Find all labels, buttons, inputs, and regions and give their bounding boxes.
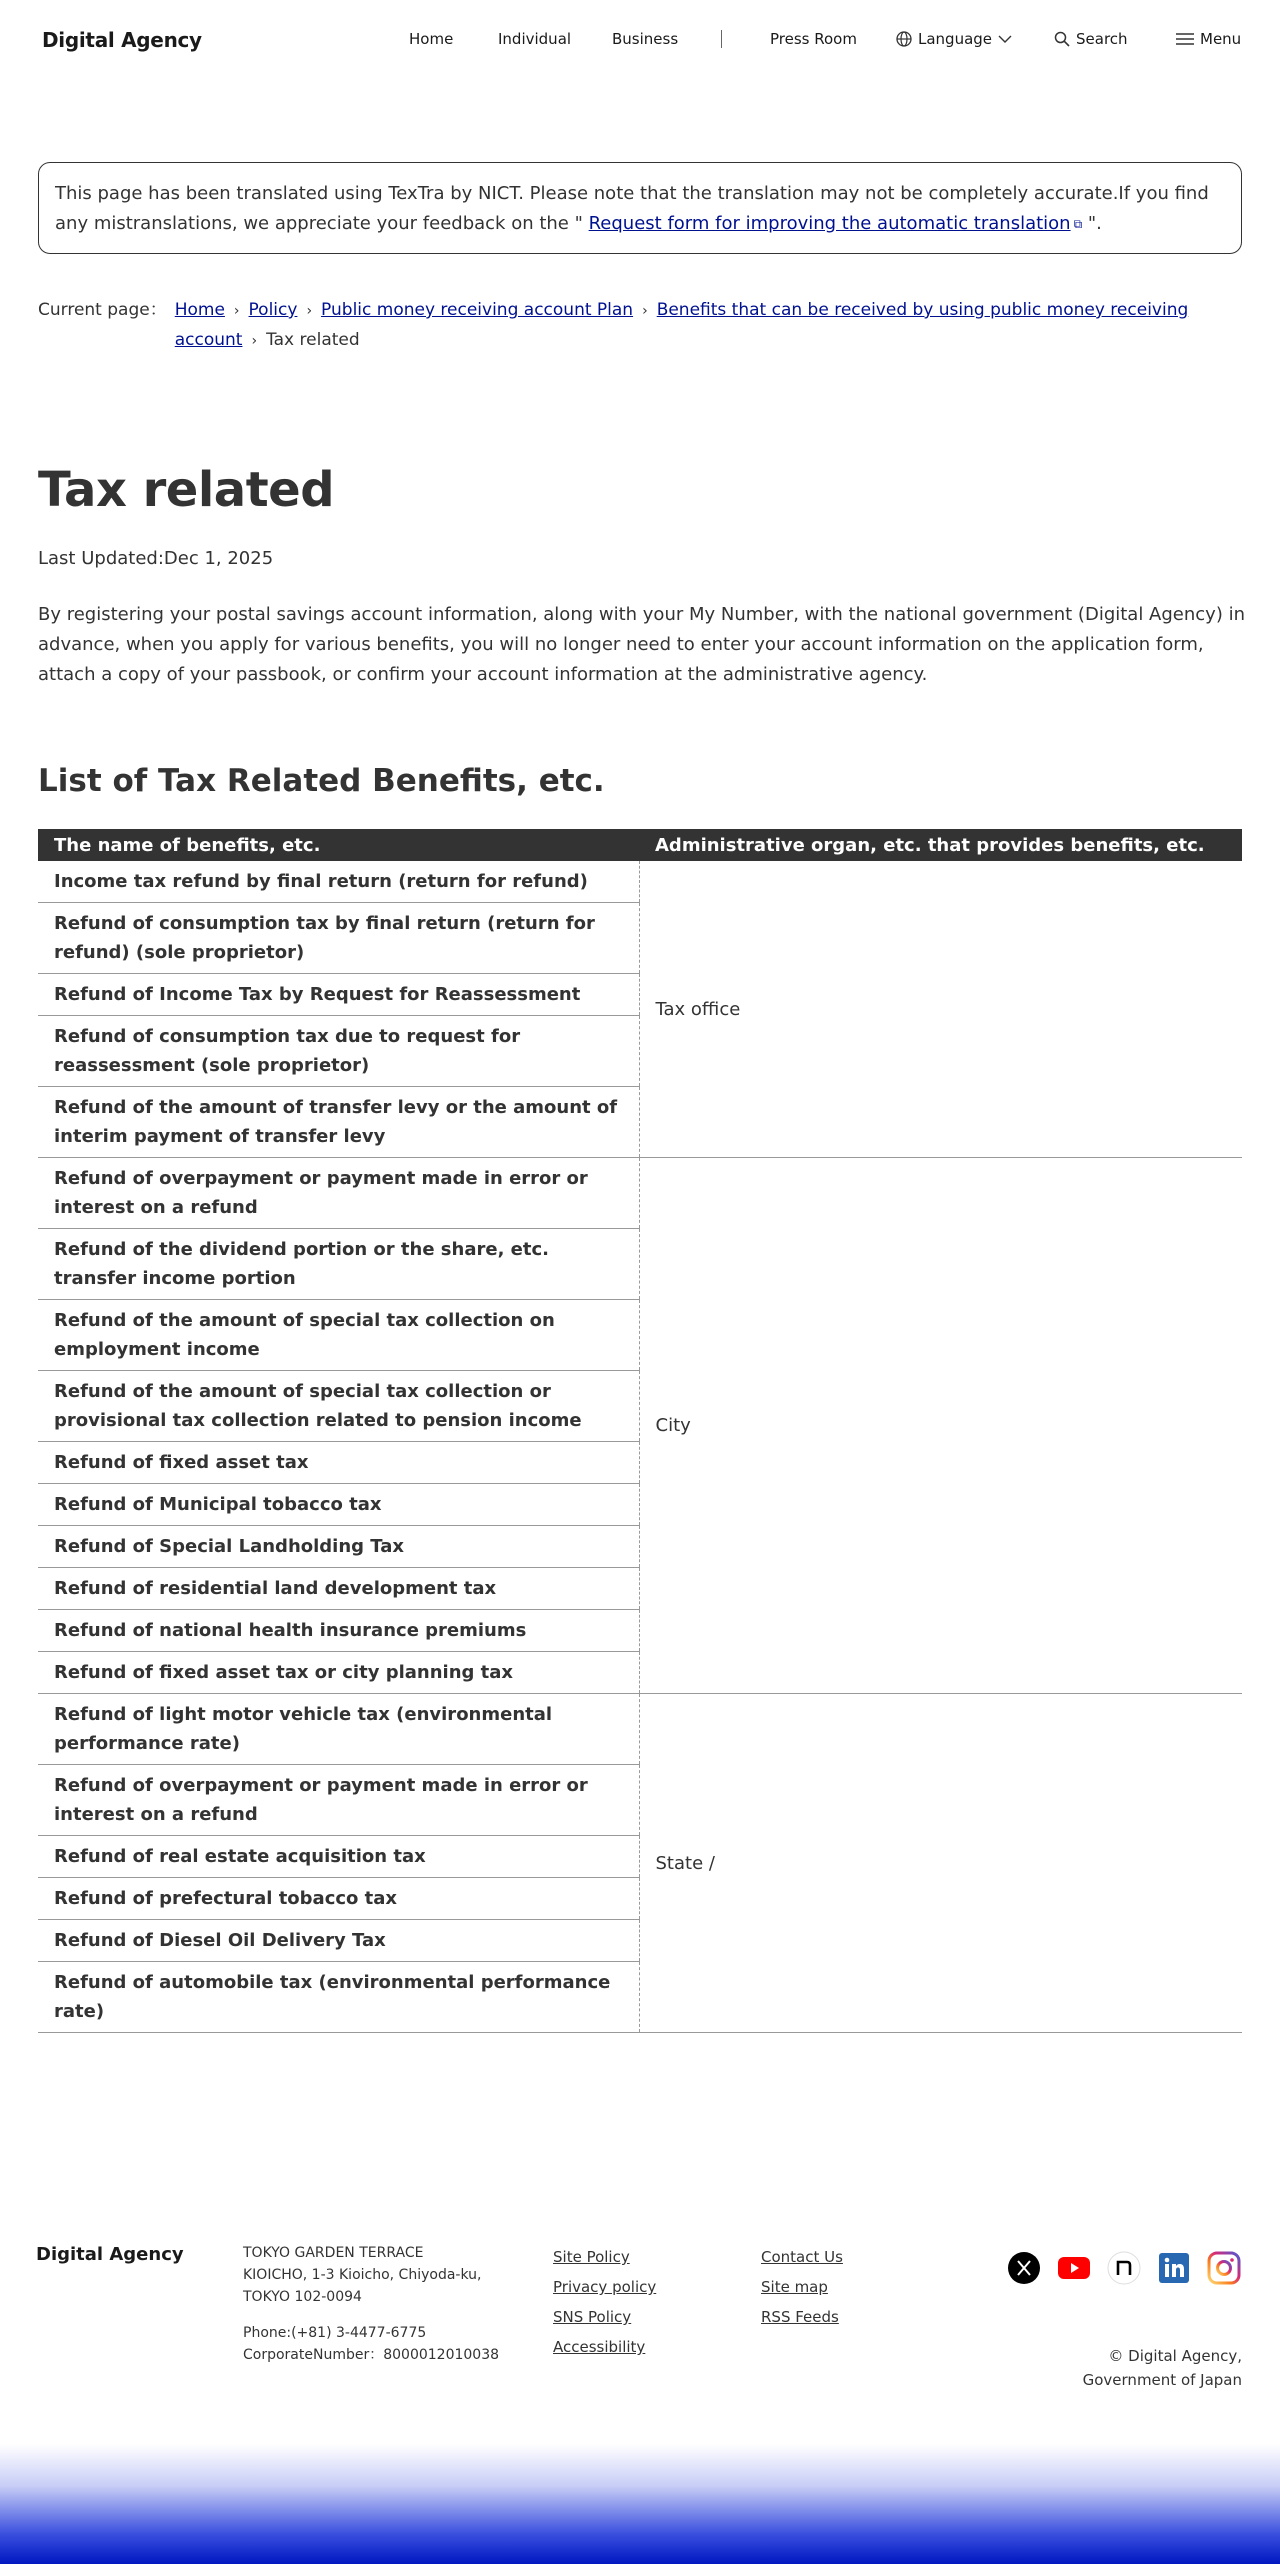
column-header-organ: Administrative organ, etc. that provides benefits, etc. <box>639 829 1242 861</box>
benefit-name: Refund of automobile tax (environmental performance rate) <box>38 1962 639 2033</box>
organ-cell: Tax office <box>639 861 1242 1158</box>
footer-phone: Phone:(+81) 3-4477-6775 <box>243 2325 427 2341</box>
privacy-policy-link[interactable]: Privacy policy <box>553 2278 657 2296</box>
external-link-icon: ⧉ <box>1073 217 1083 231</box>
section-title: List of Tax Related Benefits, etc. <box>38 763 605 799</box>
organ-cell: State / <box>639 1694 1242 2033</box>
site-map-link[interactable]: Site map <box>761 2278 828 2296</box>
last-updated: Last Updated:Dec 1, 2025 <box>38 548 274 569</box>
footer-logo[interactable]: Digital Agency <box>36 2244 184 2265</box>
benefit-name: Refund of fixed asset tax <box>38 1442 639 1484</box>
notice-text: This page has been translated using TexTra by NICT. Please note that the translation may not be completely accurate.If you find any mistranslations, we appreciate your feedback on the " <box>55 183 1209 234</box>
benefits-table <box>38 829 1242 2033</box>
hamburger-icon <box>1176 32 1194 46</box>
accessibility-link[interactable]: Accessibility <box>553 2338 646 2356</box>
address-line: KIOICHO, 1-3 Kioicho, Chiyoda-ku, <box>243 2267 482 2283</box>
chevron-right-icon: › <box>251 333 258 349</box>
menu-label: Menu <box>1200 30 1242 48</box>
chevron-right-icon: › <box>306 303 313 319</box>
breadcrumb-current: Tax related <box>266 330 360 350</box>
youtube-icon[interactable] <box>1056 2250 1092 2286</box>
nav-business[interactable]: Business <box>612 30 679 48</box>
benefit-name: Refund of the amount of special tax collection or provisional tax collection related to pension income <box>38 1371 639 1442</box>
benefit-name: Refund of Income Tax by Request for Reassessment <box>38 974 639 1016</box>
chevron-right-icon: › <box>233 303 240 319</box>
copyright-line: Government of Japan <box>1082 2371 1242 2389</box>
main-nav <box>0 0 1280 80</box>
benefit-name: Refund of consumption tax due to request for reassessment (sole proprietor) <box>38 1016 639 1087</box>
breadcrumb-label: Current page： <box>38 300 167 320</box>
x-icon[interactable] <box>1006 2250 1042 2286</box>
footer-gradient-band <box>0 2444 1280 2564</box>
benefit-name: Refund of national health insurance premiums <box>38 1610 639 1652</box>
benefit-name: Refund of real estate acquisition tax <box>38 1836 639 1878</box>
menu-button[interactable] <box>1176 30 1241 48</box>
breadcrumb <box>38 296 1248 356</box>
chevron-down-icon <box>998 34 1012 44</box>
nav-individual[interactable]: Individual <box>498 30 572 48</box>
benefit-name: Refund of the amount of transfer levy or the amount of interim payment of transfer levy <box>38 1087 639 1158</box>
organ-cell: City <box>639 1158 1242 1694</box>
contact-us-link[interactable]: Contact Us <box>761 2248 843 2266</box>
nav-divider <box>721 30 722 48</box>
benefit-name: Refund of overpayment or payment made in error or interest on a refund <box>38 1158 639 1229</box>
nav-press-room[interactable]: Press Room <box>770 30 857 48</box>
copyright <box>1083 2344 1242 2392</box>
breadcrumb-account-plan[interactable]: Public money receiving account Plan <box>321 300 634 320</box>
social-links <box>1006 2250 1242 2286</box>
chevron-right-icon: › <box>642 303 648 319</box>
benefit-name: Refund of Municipal tobacco tax <box>38 1484 639 1526</box>
search-label: Search <box>1076 30 1128 48</box>
benefit-name: Refund of Diesel Oil Delivery Tax <box>38 1920 639 1962</box>
feedback-form-link-text: Request form for improving the automatic translation <box>588 213 1071 234</box>
rss-feeds-link[interactable]: RSS Feeds <box>761 2308 839 2326</box>
search-icon <box>1054 31 1070 47</box>
benefit-name: Refund of the amount of special tax collection on employment income <box>38 1300 639 1371</box>
benefit-name: Refund of fixed asset tax or city planning tax <box>38 1652 639 1694</box>
search-button[interactable] <box>1054 30 1128 48</box>
address-line: TOKYO 102-0094 <box>243 2289 362 2305</box>
benefit-name: Income tax refund by final return (return for refund) <box>38 861 639 903</box>
breadcrumb-policy[interactable]: Policy <box>248 300 298 320</box>
language-label: Language <box>918 30 993 48</box>
column-header-benefit: The name of benefits, etc. <box>38 829 639 861</box>
site-policy-link[interactable]: Site Policy <box>553 2248 630 2266</box>
sns-policy-link[interactable]: SNS Policy <box>553 2308 632 2326</box>
benefit-name: Refund of light motor vehicle tax (environmental performance rate) <box>38 1694 639 1765</box>
site-footer <box>0 2240 1280 2410</box>
table-row <box>38 1158 1242 1229</box>
footer-address <box>243 2242 499 2366</box>
instagram-icon[interactable] <box>1206 2250 1242 2286</box>
table-row <box>38 1694 1242 1765</box>
address-line: TOKYO GARDEN TERRACE <box>243 2245 424 2261</box>
globe-icon <box>896 31 912 47</box>
benefit-name: Refund of overpayment or payment made in error or interest on a refund <box>38 1765 639 1836</box>
copyright-line: © Digital Agency, <box>1108 2347 1242 2365</box>
notice-text-end: ". <box>1082 213 1102 234</box>
footer-links-col1 <box>553 2242 656 2362</box>
footer-links-col2 <box>761 2242 843 2332</box>
language-button[interactable] <box>896 30 1012 48</box>
note-icon[interactable] <box>1106 2250 1142 2286</box>
site-header <box>0 0 1280 80</box>
intro-paragraph: By registering your postal savings account information, along with your My Number, with the national government (Digital Agency) in advance, when you apply for various benefits, you will no longer need to enter your account information on the application form, attach a copy of your passbook, or confirm your account information at the administrative agency. <box>38 604 1245 685</box>
breadcrumb-list <box>175 296 1248 356</box>
benefit-name: Refund of the dividend portion or the share, etc. transfer income portion <box>38 1229 639 1300</box>
table-row <box>38 861 1242 903</box>
footer-corporate-number: CorporateNumber：8000012010038 <box>243 2347 500 2363</box>
benefit-name: Refund of prefectural tobacco tax <box>38 1878 639 1920</box>
feedback-form-link[interactable] <box>589 213 1083 234</box>
benefit-name: Refund of consumption tax by final return (return for refund) (sole proprietor) <box>38 903 639 974</box>
site-logo[interactable]: Digital Agency <box>42 28 202 52</box>
table-header-row <box>38 829 1242 861</box>
translation-notice <box>38 162 1242 254</box>
linkedin-icon[interactable] <box>1156 2250 1192 2286</box>
breadcrumb-home[interactable]: Home <box>174 300 225 320</box>
nav-home[interactable]: Home <box>409 30 454 48</box>
breadcrumb-benefits[interactable]: Benefits that can be received by using public money receiving account <box>174 300 1189 350</box>
benefit-name: Refund of residential land development tax <box>38 1568 639 1610</box>
benefit-name: Refund of Special Landholding Tax <box>38 1526 639 1568</box>
page-title: Tax related <box>38 462 335 518</box>
